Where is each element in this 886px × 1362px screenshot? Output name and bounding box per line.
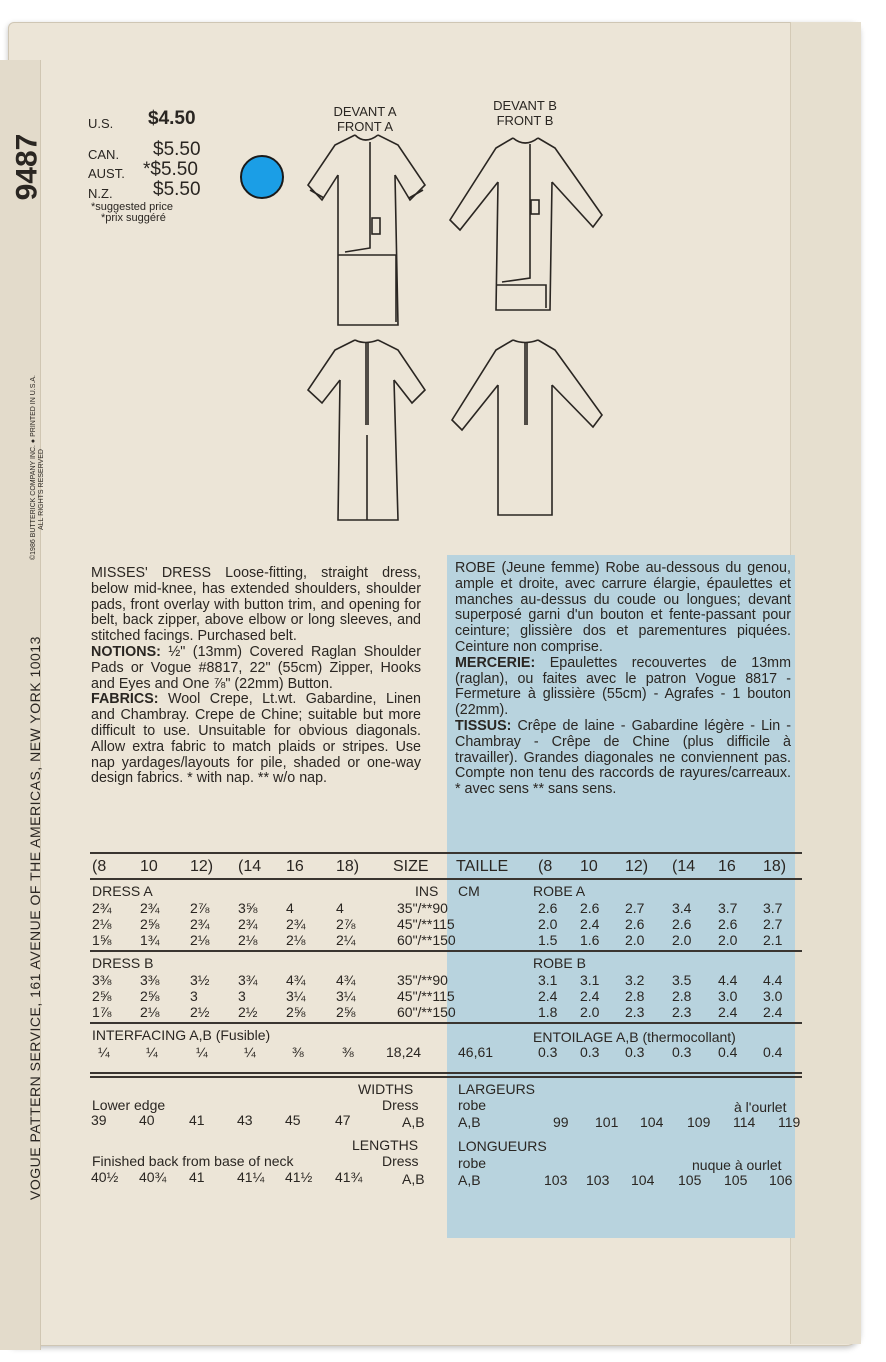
robe-a-cell-fr: 2.7: [763, 916, 783, 932]
desc-fr-body-2: Epaulettes recouvertes de 13mm (raglan), ou faites avec le patron Vogue 8817 - Fermeture à glissière (55cm) - Agrafes - 1 bouton (22mm).: [455, 654, 791, 719]
prix-suggere-note: *prix suggéré: [101, 212, 166, 224]
price-can: $5.50: [153, 139, 201, 160]
price-nz: $5.50: [153, 179, 201, 200]
dress-b-cell-en: 2⅛: [140, 1004, 160, 1020]
desc-en-head-2: NOTIONS:: [91, 643, 161, 660]
length-cell-en: 40½: [91, 1169, 119, 1185]
width-cell-fr: 109: [687, 1114, 711, 1130]
interfacing-cell-en: ¼: [244, 1044, 256, 1060]
robe-a-cell-fr: 2.6: [672, 916, 692, 932]
taille-header: TAILLE: [456, 858, 509, 875]
robe-b-cell-fr: 4.4: [763, 972, 783, 988]
length-cell-fr: 103: [544, 1172, 568, 1188]
robe-a-cell-fr: 2.6: [718, 916, 738, 932]
dress-a-cell-en: 2¾: [190, 916, 210, 932]
length-cell-fr: 106: [769, 1172, 793, 1188]
size-header-en: 12): [190, 858, 214, 875]
dress-a-cell-en: 4: [336, 900, 344, 916]
robe-a-cell-fr: 2.0: [718, 932, 738, 948]
robe-a-label: ROBE A: [533, 883, 586, 899]
width-cell-fr: 104: [640, 1114, 664, 1130]
interfacing-cell-fr: 0.3: [672, 1044, 692, 1060]
interfacing-cell-fr: 0.3: [538, 1044, 558, 1060]
table-rule-c2: [90, 1076, 802, 1078]
dress-a-label: DRESS A: [92, 883, 153, 899]
interfacing-cell-fr: 0.4: [763, 1044, 783, 1060]
size-header-fr: 10: [580, 858, 598, 875]
envelope-flap: [790, 22, 861, 1344]
price-label-aust: AUST.: [88, 166, 125, 181]
desc-en-body-3: Wool Crepe, Lt.wt. Gabardine, Linen and Chambray. Crepe de Chine; suitable but more difficult to use. Unsuitable for obvious diagonals. Allow extra fabric to match plaids or stripes. Use nap yardages/layouts for pile, shaded or one-way design fabrics. * with nap. ** w/o nap.: [91, 691, 421, 787]
size-header-fr: 16: [718, 858, 736, 875]
size-header-en: 16: [286, 858, 304, 875]
interfacing-width-cm: 46,61: [458, 1044, 494, 1060]
publisher-address: VOGUE PATTERN SERVICE, 161 AVENUE OF THE AMERICAS, NEW YORK 10013: [27, 636, 43, 1200]
view-label-a-fr: DEVANT A: [333, 104, 397, 119]
dress-b-cell-en: 4¾: [336, 972, 356, 988]
dress-b-cell-en: 2½: [238, 1004, 258, 1020]
size-header: SIZE: [393, 858, 429, 875]
dress-b-cell-en: 2⅝: [92, 988, 112, 1004]
price-label-can: CAN.: [88, 147, 120, 162]
robe-a-cell-fr: 2.7: [625, 900, 645, 916]
front-a-sketch: [300, 130, 430, 330]
suggested-price-note: *suggested price: [91, 201, 173, 213]
fabric-width: 35"/**90: [397, 972, 448, 988]
copyright-line-1: ©1986 BUTTERICK COMPANY INC. ● PRINTED IN U.S.A.: [30, 375, 37, 560]
back-b-sketch: [448, 335, 608, 525]
view-label-b-en: FRONT B: [496, 113, 554, 128]
lower-edge-label: Lower edge: [92, 1097, 166, 1113]
robe-label: robe: [458, 1155, 487, 1171]
width-cell-fr: 99: [553, 1114, 569, 1130]
longueurs-header: LONGUEURS: [458, 1138, 547, 1154]
robe-b-cell-fr: 3.0: [763, 988, 783, 1004]
fabric-width: 60"/**150: [397, 1004, 456, 1020]
interfacing-cell-en: ¼: [98, 1044, 110, 1060]
copyright-line-2: ALL RIGHTS RESERVED: [38, 449, 45, 530]
robe-a-cell-fr: 3.7: [718, 900, 738, 916]
size-header-fr: 18): [763, 858, 787, 875]
dress-a-cell-en: 1¾: [140, 932, 160, 948]
length-cell-fr: 105: [724, 1172, 748, 1188]
dress-b-cell-en: 3⅜: [92, 972, 112, 988]
robe-b-cell-fr: 4.4: [718, 972, 738, 988]
price-label-nz: N.Z.: [88, 186, 113, 201]
desc-fr-body-1: Robe au-dessous du genou, ample et droite, avec carrure élargie, épaulettes et manches au-dessus du coude ou longues; devant superposé garni d'un bouton et fente-passant pour ceinture; glissière dos et parementures piquées. Ceinture non comprise.: [455, 560, 791, 655]
robe-a-cell-fr: 2.0: [538, 916, 558, 932]
dress-label: Dress: [382, 1097, 419, 1113]
dress-b-cell-en: 3¼: [336, 988, 356, 1004]
size-header-fr: (8: [538, 858, 553, 875]
description-en: [91, 566, 421, 787]
interfacing-width-ins: 18,24: [386, 1044, 422, 1060]
width-cell-fr: 101: [595, 1114, 619, 1130]
size-header-en: 10: [140, 858, 158, 875]
table-rule-a: [90, 950, 802, 952]
view-label-b: [480, 98, 570, 128]
a-l-ourlet-label: à l'ourlet: [734, 1099, 787, 1115]
robe-b-cell-fr: 2.3: [625, 1004, 645, 1020]
dress-b-cell-en: 3¼: [286, 988, 306, 1004]
robe-b-cell-fr: 3.1: [538, 972, 558, 988]
length-cell-en: 41¼: [237, 1169, 265, 1185]
dress-b-cell-en: 4¾: [286, 972, 306, 988]
view-label-a-en: FRONT A: [336, 119, 394, 134]
width-cell-en: 41: [189, 1112, 205, 1128]
dress-a-cell-en: 2¾: [238, 916, 258, 932]
robe-b-cell-fr: 3.0: [718, 988, 738, 1004]
robe-b-cell-fr: 3.5: [672, 972, 692, 988]
length-cell-fr: 105: [678, 1172, 702, 1188]
dress-a-cell-en: 2⅞: [190, 900, 210, 916]
robe-a-cell-fr: 2.6: [625, 916, 645, 932]
dress-a-cell-en: 2⅝: [140, 916, 160, 932]
dress-b-cell-en: 2½: [190, 1004, 210, 1020]
dress-b-cell-en: 1⅞: [92, 1004, 112, 1020]
dress-a-cell-en: 4: [286, 900, 294, 916]
front-b-sketch: [448, 130, 608, 330]
width-cell-fr: 114: [733, 1114, 756, 1130]
width-cell-en: 47: [335, 1112, 351, 1128]
dress-b-cell-en: 3: [190, 988, 198, 1004]
robe-b-cell-fr: 3.2: [625, 972, 645, 988]
interfacing-cell-en: ⅜: [342, 1044, 354, 1060]
dress-label: Dress: [382, 1153, 419, 1169]
pattern-number: 9487: [10, 133, 44, 201]
desc-fr-head-3: TISSUS:: [455, 717, 512, 734]
length-cell-en: 41¾: [335, 1169, 363, 1185]
desc-fr-head-2: MERCERIE:: [455, 654, 536, 671]
robe-b-cell-fr: 2.3: [672, 1004, 692, 1020]
dress-b-cell-en: 3¾: [238, 972, 258, 988]
robe-b-cell-fr: 2.8: [625, 988, 645, 1004]
width-cell-en: 45: [285, 1112, 301, 1128]
dress-b-label: DRESS B: [92, 955, 154, 971]
desc-en-head-3: FABRICS:: [91, 691, 159, 708]
interfacing-label: INTERFACING A,B (Fusible): [92, 1027, 271, 1043]
table-rule-top: [90, 852, 802, 854]
price-us: $4.50: [148, 108, 196, 129]
robe-label: robe: [458, 1097, 487, 1113]
copyright-notice: [30, 375, 46, 560]
widths-header: WIDTHS: [358, 1081, 414, 1097]
table-rule-header: [90, 878, 802, 880]
back-a-sketch: [300, 335, 430, 525]
interfacing-cell-fr: 0.3: [625, 1044, 645, 1060]
dress-b-cell-en: 3: [238, 988, 246, 1004]
desc-fr-head-1: ROBE (Jeune femme): [455, 560, 600, 576]
robe-a-cell-fr: 2.6: [580, 900, 600, 916]
nuque-label: nuque à ourlet: [692, 1157, 782, 1173]
fabric-width: 35"/**90: [397, 900, 448, 916]
dress-a-cell-en: 2⅛: [92, 916, 112, 932]
robe-a-cell-fr: 2.4: [580, 916, 600, 932]
fabric-width: 45"/**115: [397, 988, 455, 1004]
dress-a-cell-en: 2¼: [336, 932, 356, 948]
robe-a-cell-fr: 1.6: [580, 932, 600, 948]
robe-b-cell-fr: 2.4: [580, 988, 600, 1004]
dress-b-cell-en: 3⅜: [140, 972, 160, 988]
size-header-fr: 12): [625, 858, 649, 875]
cm-label: CM: [458, 883, 480, 899]
dress-b-cell-en: 3½: [190, 972, 210, 988]
dress-a-cell-en: 2⅛: [238, 932, 258, 948]
dress-a-cell-en: 1⅝: [92, 932, 112, 948]
dress-a-cell-en: 2⅛: [190, 932, 210, 948]
difficulty-dot: [240, 155, 284, 199]
width-cell-en: 43: [237, 1112, 253, 1128]
desc-en-head-1: MISSES' DRESS: [91, 565, 212, 581]
dress-b-cell-en: 2⅝: [140, 988, 160, 1004]
robe-a-cell-fr: 3.7: [763, 900, 783, 916]
entoilage-label: ENTOILAGE A,B (thermocollant): [533, 1029, 736, 1045]
desc-fr-body-3: Crêpe de laine - Gabardine légère - Lin - Chambray - Crêpe de Chine (plus difficile à travailler). Grandes diagonales ne conviennent pas. Compte non tenu des raccords de rayures/carreaux. * avec sens ** sans sens.: [455, 717, 791, 798]
interfacing-cell-fr: 0.4: [718, 1044, 738, 1060]
robe-ab-label: A,B: [458, 1114, 481, 1130]
dress-a-cell-en: 2¾: [92, 900, 112, 916]
length-cell-fr: 103: [586, 1172, 610, 1188]
description-fr: [455, 561, 791, 798]
length-cell-en: 40¾: [139, 1169, 167, 1185]
dress-a-cell-en: 2⅞: [336, 916, 356, 932]
robe-a-cell-fr: 3.4: [672, 900, 692, 916]
dress-b-cell-en: 2⅝: [336, 1004, 356, 1020]
table-rule-c: [90, 1072, 802, 1074]
robe-b-cell-fr: 3.1: [580, 972, 600, 988]
interfacing-cell-fr: 0.3: [580, 1044, 600, 1060]
fabric-width: 60"/**150: [397, 932, 456, 948]
largeurs-header: LARGEURS: [458, 1081, 536, 1097]
ins-label: INS: [415, 883, 439, 899]
length-cell-fr: 104: [631, 1172, 655, 1188]
lengths-header: LENGTHS: [352, 1137, 419, 1153]
size-header-fr: (14: [672, 858, 696, 875]
robe-b-cell-fr: 2.4: [718, 1004, 738, 1020]
view-label-b-fr: DEVANT B: [493, 98, 557, 113]
table-rule-b: [90, 1022, 802, 1024]
size-header-en: (8: [92, 858, 107, 875]
length-cell-en: 41: [189, 1169, 205, 1185]
width-cell-en: 39: [91, 1112, 107, 1128]
finished-back-label: Finished back from base of neck: [92, 1153, 294, 1169]
fabric-width: 45"/**115: [397, 916, 455, 932]
dress-b-cell-en: 2⅝: [286, 1004, 306, 1020]
desc-en-body-2: ½" (13mm) Covered Raglan Shoulder Pads or Vogue #8817, 22" (55cm) Zipper, Hooks and Eyes and One ⅞" (22mm) Button.: [91, 643, 421, 692]
width-cell-en: 40: [139, 1112, 155, 1128]
size-header-en: (14: [238, 858, 262, 875]
robe-a-cell-fr: 2.0: [672, 932, 692, 948]
robe-a-cell-fr: 2.0: [625, 932, 645, 948]
robe-b-cell-fr: 2.8: [672, 988, 692, 1004]
robe-b-label: ROBE B: [533, 955, 586, 971]
size-header-en: 18): [336, 858, 360, 875]
interfacing-cell-en: ¼: [146, 1044, 158, 1060]
length-cell-en: 41½: [285, 1169, 313, 1185]
interfacing-cell-en: ¼: [196, 1044, 208, 1060]
robe-b-cell-fr: 1.8: [538, 1004, 558, 1020]
robe-b-cell-fr: 2.4: [763, 1004, 783, 1020]
dress-ab-label: A,B: [402, 1114, 425, 1130]
dress-a-cell-en: 2¾: [140, 900, 160, 916]
dress-a-cell-en: 2¾: [286, 916, 306, 932]
desc-en-body-1: Loose-fitting, straight dress, below mid-knee, has extended shoulders, shoulder pads, front overlay with button trim, and opening for belt, back zipper, above elbow or long sleeves, and stitched facings. Purchased belt.: [91, 565, 422, 645]
robe-b-cell-fr: 2.0: [580, 1004, 600, 1020]
robe-a-cell-fr: 2.1: [763, 932, 783, 948]
price-aust: *$5.50: [143, 159, 198, 180]
robe-b-cell-fr: 2.4: [538, 988, 558, 1004]
width-cell-fr: 119: [778, 1114, 801, 1130]
price-label-us: U.S.: [88, 116, 114, 131]
robe-ab-label: A,B: [458, 1172, 481, 1188]
dress-ab-label: A,B: [402, 1171, 425, 1187]
interfacing-cell-en: ⅜: [292, 1044, 304, 1060]
dress-a-cell-en: 3⅝: [238, 900, 258, 916]
dress-a-cell-en: 2⅛: [286, 932, 306, 948]
robe-a-cell-fr: 2.6: [538, 900, 558, 916]
robe-a-cell-fr: 1.5: [538, 932, 558, 948]
